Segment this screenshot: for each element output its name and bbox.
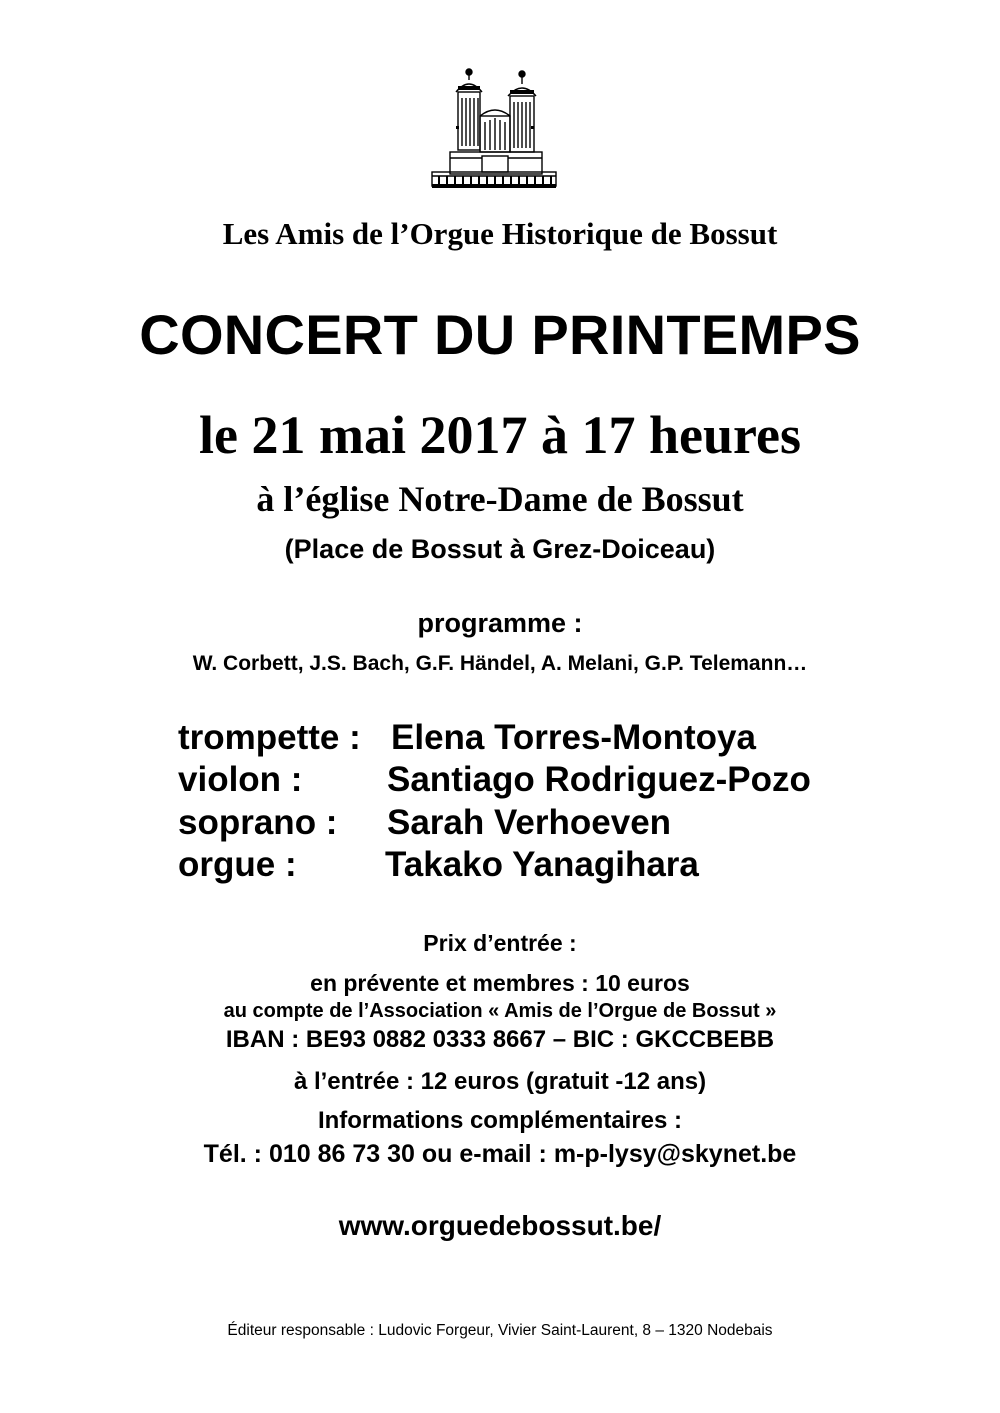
- performer-name: Sarah Verhoeven: [387, 803, 672, 842]
- performer-role: trompette :: [178, 718, 361, 757]
- performer-row: [178, 845, 699, 885]
- iban-bic: IBAN : BE93 0882 0333 8667 – BIC : GKCCBEBB: [225, 1026, 775, 1053]
- association-name: Les Amis de l’Orgue Historique de Bossut: [222, 216, 778, 251]
- publisher-note: Éditeur responsable : Ludovic Forgeur, Vivier Saint-Laurent, 8 – 1320 Nodebais: [227, 1322, 773, 1339]
- performer-role: violon :: [178, 760, 303, 799]
- performer-name: Santiago Rodriguez-Pozo: [387, 760, 811, 799]
- performer-row: [178, 718, 756, 758]
- performer-role: orgue :: [178, 845, 297, 884]
- presale-price: en prévente et membres : 10 euros: [310, 970, 690, 996]
- performer-name: Takako Yanagihara: [385, 845, 699, 884]
- door-price: à l’entrée : 12 euros (gratuit -12 ans): [293, 1068, 707, 1095]
- info-label: Informations complémentaires :: [317, 1107, 683, 1134]
- performer-row: [178, 803, 672, 843]
- performer-role: soprano :: [178, 803, 338, 842]
- venue: à l’église Notre-Dame de Bossut: [256, 479, 744, 519]
- organ-icon: [428, 66, 560, 194]
- performer-name: Elena Torres-Montoya: [391, 718, 756, 757]
- concert-title: CONCERT DU PRINTEMPS: [139, 303, 861, 366]
- website-link[interactable]: www.orguedebossut.be/: [338, 1210, 662, 1241]
- contact-info: Tél. : 010 86 73 30 ou e-mail : m-p-lysy@skynet.be: [203, 1140, 797, 1168]
- programme-label: programme :: [417, 608, 583, 638]
- performer-row: [178, 760, 811, 800]
- composers-list: W. Corbett, J.S. Bach, G.F. Händel, A. Melani, G.P. Telemann…: [192, 652, 808, 675]
- price-label: Prix d’entrée :: [423, 930, 577, 956]
- venue-address: (Place de Bossut à Grez-Doiceau): [284, 534, 716, 564]
- concert-date: le 21 mai 2017 à 17 heures: [199, 405, 801, 465]
- account-info: au compte de l’Association « Amis de l’Orgue de Bossut »: [223, 1000, 777, 1022]
